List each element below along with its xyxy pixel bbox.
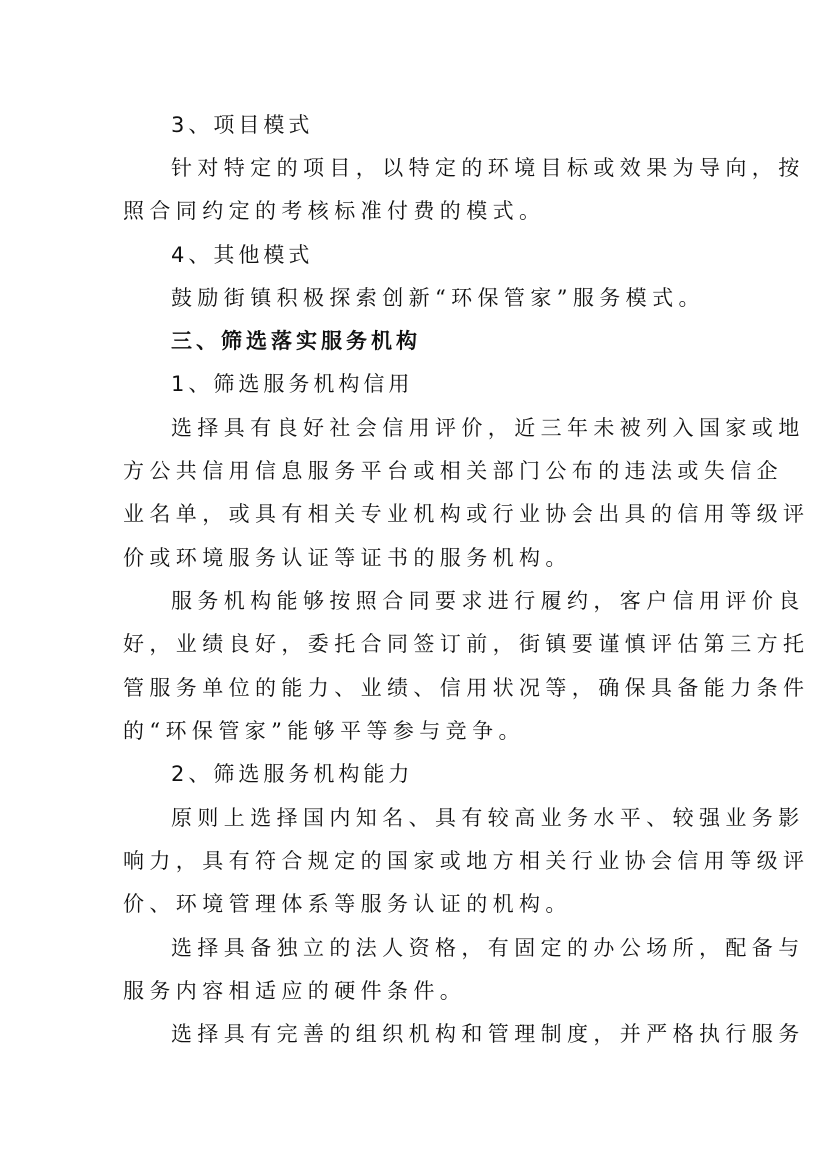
paragraph-line: 业名单，或具有相关专业机构或行业协会出具的信用等级评 xyxy=(123,502,810,526)
paragraph-line: 照合同约定的考核标准付费的模式。 xyxy=(123,199,546,223)
paragraph-line: 选择具有完善的组织机构和管理制度，并严格执行服务 xyxy=(171,1022,805,1046)
section-heading-screen-service-agencies: 三、筛选落实服务机构 xyxy=(171,329,421,353)
paragraph-line: 鼓励街镇积极探索创新“环保管家”服务模式。 xyxy=(171,286,705,310)
subheading-agency-credit: 1、筛选服务机构信用 xyxy=(171,372,414,396)
subheading-agency-capability: 2、筛选服务机构能力 xyxy=(171,762,414,786)
paragraph-line: 的“环保管家”能够平等参与竞争。 xyxy=(123,719,525,743)
paragraph-line: 选择具有良好社会信用评价，近三年未被列入国家或地 xyxy=(171,416,805,440)
paragraph-line: 价或环境服务认证等证书的服务机构。 xyxy=(123,546,572,570)
paragraph-line: 原则上选择国内知名、具有较高业务水平、较强业务影 xyxy=(171,806,805,830)
paragraph-line: 价、环境管理体系等服务认证的机构。 xyxy=(123,892,572,916)
paragraph-line: 管服务单位的能力、业绩、信用状况等，确保具备能力条件 xyxy=(123,676,810,700)
paragraph-line: 响力，具有符合规定的国家或地方相关行业协会信用等级评 xyxy=(123,849,810,873)
subheading-other-mode: 4、其他模式 xyxy=(171,243,314,267)
paragraph-line: 选择具备独立的法人资格，有固定的办公场所，配备与 xyxy=(171,936,805,960)
subheading-project-mode: 3、项目模式 xyxy=(171,113,314,137)
paragraph-line: 服务机构能够按照合同要求进行履约，客户信用评价良 xyxy=(171,589,805,613)
paragraph-line: 服务内容相适应的硬件条件。 xyxy=(123,979,467,1003)
paragraph-line: 针对特定的项目，以特定的环境目标或效果为导向，按 xyxy=(171,156,805,180)
paragraph-line: 好，业绩良好，委托合同签订前，街镇要谨慎评估第三方托 xyxy=(123,632,810,656)
paragraph-line: 方公共信用信息服务平台或相关部门公布的违法或失信企 xyxy=(123,459,783,483)
